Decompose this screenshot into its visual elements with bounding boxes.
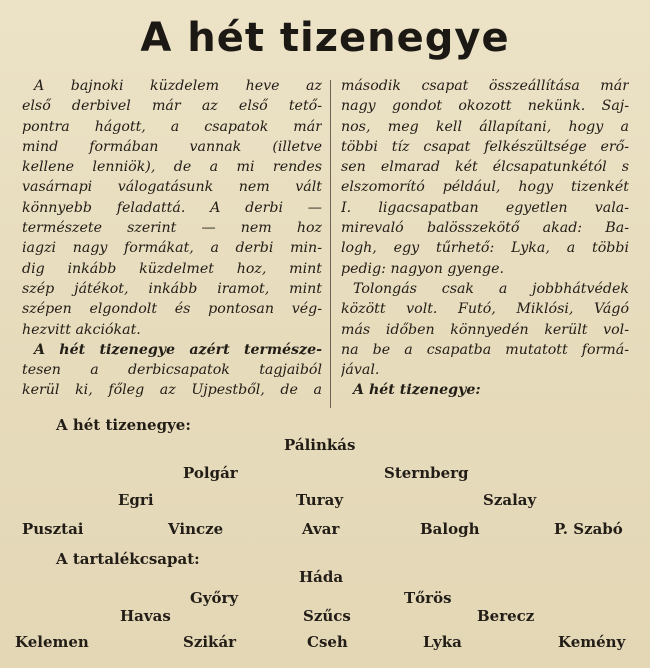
player-name: Háda <box>299 568 344 586</box>
text-line: hezvitt akciókat. <box>22 321 141 338</box>
text-line: más időben könnyedén került vol- <box>341 321 629 338</box>
text-line: Tolongás csak a jobbhátvédek <box>353 280 629 297</box>
text-line: mirevaló balösszekötő akad: Ba- <box>341 220 629 237</box>
text-line: tesen a derbicsapatok tagjaiból <box>22 362 322 379</box>
player-name: Sternberg <box>384 464 469 482</box>
player-name: Pálinkás <box>284 436 356 454</box>
text-line: I. ligacsapatban egyetlen vala- <box>341 199 629 216</box>
player-name: Kelemen <box>15 633 89 651</box>
text-line: A bajnoki küzdelem heve az <box>34 78 322 94</box>
player-name: Polgár <box>183 464 238 482</box>
player-name: Avar <box>302 520 340 538</box>
left-column <box>22 76 322 401</box>
text-line: vasárnapi válogatásunk nem vált <box>22 179 322 196</box>
text-line: pontra hágott, a csapatok már <box>22 118 322 135</box>
text-line: szép játékot, inkább iramot, mint <box>22 280 322 297</box>
text-line: mind formában vannak (illetve <box>22 138 322 155</box>
player-name: P. Szabó <box>554 520 623 538</box>
text-line: kerül ki, főleg az Ujpestből, de a <box>22 382 322 399</box>
player-name: Turay <box>296 491 344 509</box>
text-line: között volt. Futó, Miklósi, Vágó <box>341 301 629 318</box>
player-name: Egri <box>118 491 154 509</box>
text-line: A hét tizenegye: <box>353 382 481 399</box>
text-line: könnyebb feladattá. A derbi — <box>22 199 322 216</box>
player-name: Vincze <box>168 520 224 538</box>
player-name: Szalay <box>483 491 537 509</box>
text-line: második csapat összeállítása már <box>341 78 629 94</box>
team-label: A hét tizenegye: <box>56 416 191 434</box>
player-name: Balogh <box>420 520 480 538</box>
text-line: dig inkább küzdelmet hoz, mint <box>22 260 322 277</box>
player-name: Havas <box>120 607 171 625</box>
text-line: nos, meg kell állapítani, hogy a <box>341 118 629 135</box>
text-line: logh, egy tűrhető: Lyka, a többi <box>341 240 629 257</box>
player-name: Cseh <box>307 633 348 651</box>
text-line: nagy gondot okozott nekünk. Saj- <box>341 98 629 115</box>
player-name: Berecz <box>477 607 535 625</box>
text-line: szépen elgondolt és pontosan vég- <box>22 301 322 318</box>
player-name: Győry <box>190 589 239 607</box>
player-name: Tőrös <box>404 589 452 607</box>
text-line: na be a csapatba mutatott formá- <box>341 341 629 358</box>
player-name: Szűcs <box>303 607 351 625</box>
text-line: pedig: nagyon gyenge. <box>341 260 504 277</box>
article-title: A hét tizenegye <box>140 15 510 61</box>
text-line: sen elmarad két élcsapatunkétól s <box>341 159 629 176</box>
text-line: első derbivel már az első tető- <box>22 98 322 115</box>
player-name: Pusztai <box>22 520 84 538</box>
player-name: Lyka <box>423 633 462 651</box>
text-line: iagzi nagy formákat, a derbi min- <box>22 240 322 257</box>
text-line: természete szerint — nem hoz <box>22 220 322 237</box>
text-line: kellene lenniök), de a mi rendes <box>22 159 322 176</box>
player-name: Kemény <box>558 633 626 651</box>
player-name: Szikár <box>183 633 237 651</box>
text-line: A hét tizenegye azért természe- <box>34 341 322 358</box>
text-line: elszomorító például, hogy tizenkét <box>341 179 629 196</box>
text-line: jával. <box>341 362 380 379</box>
text-line: többi tíz csapat felkészültsége erő- <box>341 138 629 155</box>
column-divider <box>330 80 331 408</box>
right-column <box>341 76 629 401</box>
reserve-label: A tartalékcsapat: <box>56 550 200 568</box>
